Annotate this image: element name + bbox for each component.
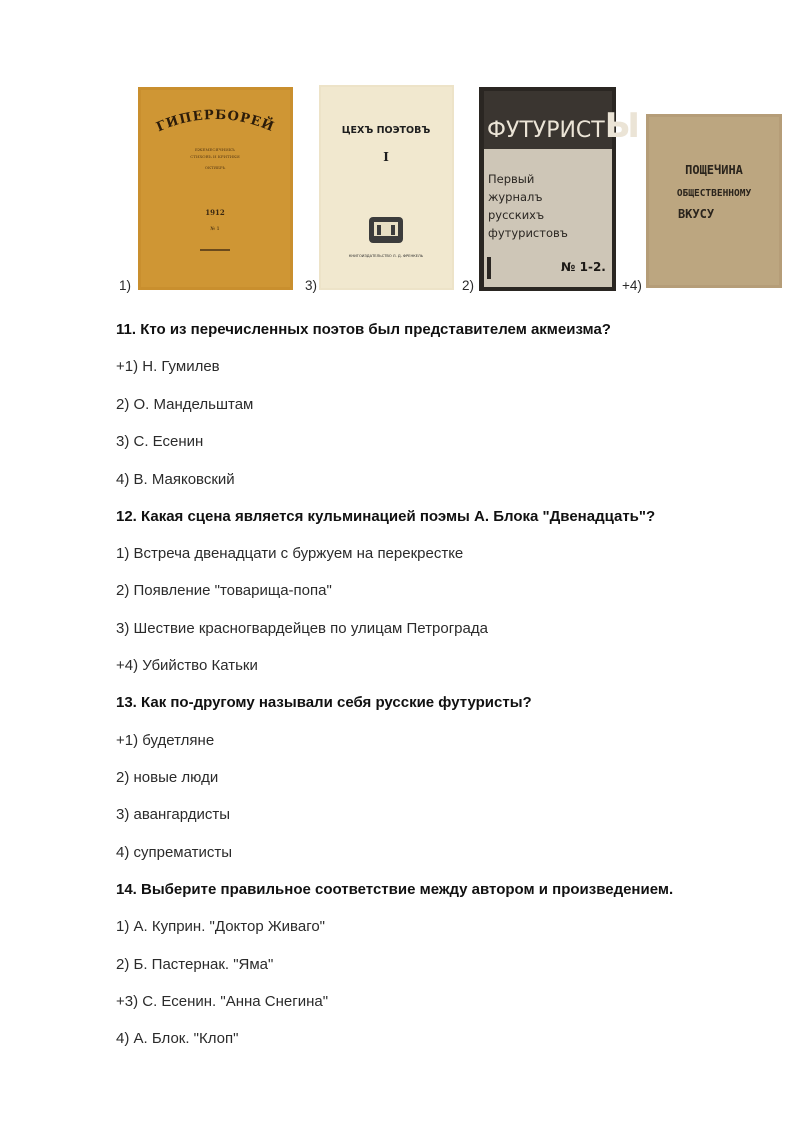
question-14-option-4: 4) А. Блок. "Клоп" <box>116 1030 239 1047</box>
cover-1-line-4: 1912 <box>205 208 225 217</box>
question-11-option-1: +1) Н. Гумилев <box>116 358 220 375</box>
cover-2-title: ЦЕХЪ ПОЭТОВЪ <box>341 125 431 136</box>
cover-3-number: 2) <box>462 278 475 293</box>
cover-4-line-2: ОБЩЕСТВЕННОМУ <box>676 188 752 199</box>
cover-4-number: +4) <box>622 278 642 293</box>
question-14-option-1: 1) А. Куприн. "Доктор Живаго" <box>116 918 326 935</box>
question-14-option-2: 2) Б. Пастернак. "Яма" <box>116 956 274 973</box>
question-11-title: 11. Кто из перечисленных поэтов был представителем акмеизма? <box>116 321 611 338</box>
cover-hyperborey-image <box>138 87 293 290</box>
question-13-title: 13. Как по-другому называли себя русские футуристы? <box>116 694 532 711</box>
cover-3-title-b: Ы <box>604 106 640 146</box>
question-12-title: 12. Какая сцена является кульминацией поэмы А. Блока "Двенадцать"? <box>116 508 656 525</box>
cover-poshchechina-image <box>646 114 782 288</box>
cover-2-number: 3) <box>305 278 318 293</box>
cover-3-line-1: Первый <box>488 172 535 186</box>
cover-futuristy-image <box>479 87 640 291</box>
cover-3-line-2: журналъ <box>488 190 543 204</box>
cover-tsekh-poetov-image <box>319 85 454 290</box>
question-12-option-1: 1) Встреча двенадцати с буржуем на перекрестке <box>116 545 464 562</box>
question-11-option-3: 3) С. Есенин <box>116 433 204 450</box>
cover-1-line-2: СТИХОВЪ И КРИТИКИ <box>190 154 240 159</box>
question-13-option-4: 4) супрематисты <box>116 844 233 861</box>
cover-1-number: 1) <box>119 278 132 293</box>
question-13-option-1: +1) будетляне <box>116 732 215 749</box>
cover-3-line-3: русскихъ <box>488 208 545 222</box>
question-12-option-3: 3) Шествие красногвардейцев по улицам Петрограда <box>116 620 488 637</box>
question-11-option-4: 4) В. Маяковский <box>116 471 235 488</box>
cover-1-line-3: ОКТЯБРЬ <box>204 165 226 170</box>
cover-4-line-3: ВКУСУ <box>677 207 715 221</box>
cover-1-line-1: ЕЖЕМЕСЯЧНИКЪ <box>195 147 235 152</box>
question-12-option-4: +4) Убийство Катьки <box>116 657 258 674</box>
cover-4-line-1: ПОЩЕЧИНА <box>685 163 743 177</box>
question-13-option-2: 2) новые люди <box>116 769 219 786</box>
cover-2-line-1: I <box>383 150 389 164</box>
question-11-option-2: 2) О. Мандельштам <box>116 396 254 413</box>
question-14-title: 14. Выберите правильное соответствие между автором и произведением. <box>116 881 674 898</box>
question-12-option-2: 2) Появление "товарища-попа" <box>116 582 332 599</box>
cover-3-issue: № 1-2. <box>561 260 606 274</box>
question-13-option-3: 3) авангардисты <box>116 806 231 823</box>
cover-2-line-2: КНИГОИЗДАТЕЛЬСТВО Л. Д. ФРЕНКЕЛЬ <box>348 254 424 258</box>
cover-3-line-4: футуристовъ <box>488 226 568 240</box>
cover-1-title: ГИПЕРБОРЕЙ <box>154 107 277 136</box>
question-14-option-3: +3) С. Есенин. "Анна Снегина" <box>116 993 329 1010</box>
cover-1-line-5: № 1 <box>210 226 220 232</box>
cover-images-row <box>0 0 800 300</box>
cover-3-title-a: ФУТУРИСТ <box>487 118 605 143</box>
